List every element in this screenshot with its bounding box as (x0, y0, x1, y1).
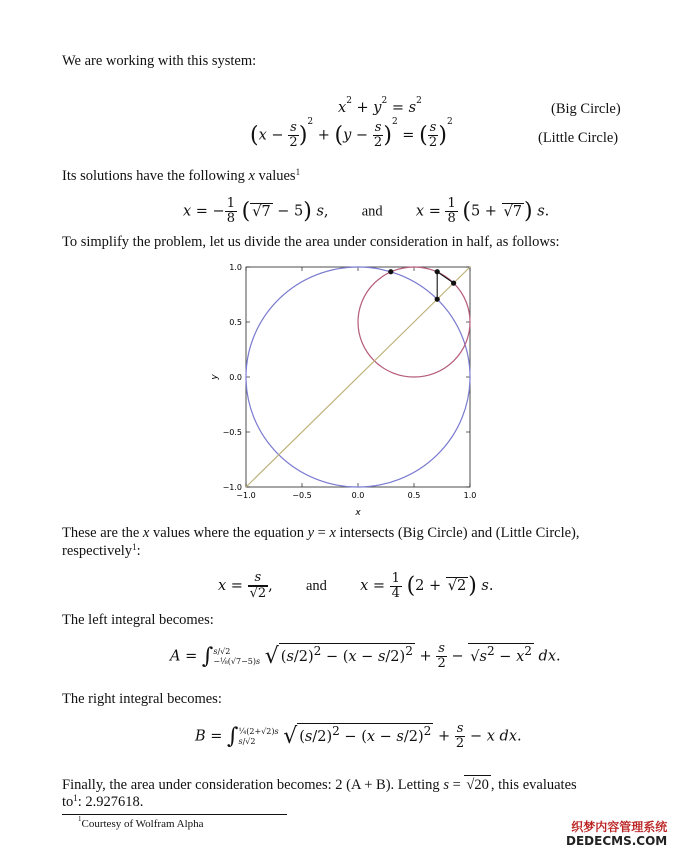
intersection-values: x = $\frac{s}{√2}$ , and x = $\frac{1}{4}$ (2 + √2) s. (218, 570, 494, 601)
final-text-line1: Finally, the area under consideration becomes: 2 (A + B). Letting s = √20 , this evaluates (62, 777, 577, 793)
respectively-text: respectively$^1$: (62, 542, 141, 559)
left-integral-text: The left integral becomes: (62, 612, 214, 628)
equation-big-circle: $x^2 + y^2 = s^2$ (338, 96, 422, 116)
x-tick-label: −1.0 (236, 491, 256, 500)
right-integral-text: The right integral becomes: (62, 691, 222, 707)
solution-values: x = − $\frac{1}{8}$ ( √7 − 5) s, and x = $\frac{1}{8}$ (5 + √7) s. (183, 196, 550, 226)
simplify-text: To simplify the problem, let us divide the area under consideration in half, as follows: (62, 234, 560, 250)
y-axis-label: y (210, 374, 220, 380)
y-tick-label: −0.5 (222, 428, 242, 437)
y-tick-label: 0.5 (229, 318, 242, 327)
x-tick-label: −0.5 (292, 491, 312, 500)
intersect-text: These are the x values where the equation y = x intersects (Big Circle) and (Little Circle), (62, 525, 580, 541)
right-integral-equation: B = ∫¼(2+√2)s s/√2 √ $(s/2)^2 - (x - s/2)^2$ + $\frac{s}{2}$ − x dx. (195, 721, 522, 751)
watermark-logo: 织梦内容管理系统 DEDECMS.COM (566, 820, 668, 848)
intersection-point (435, 297, 440, 302)
intro-text: We are working with this system: (62, 53, 257, 69)
x-tick-label: 0.0 (351, 491, 365, 500)
x-tick-label: 0.5 (407, 491, 421, 500)
label-little-circle: (Little Circle) (538, 130, 619, 146)
y-tick-label: −1.0 (222, 483, 242, 492)
intersection-point (435, 269, 440, 274)
x-tick-label: 1.0 (463, 491, 477, 500)
segment (437, 272, 453, 283)
equation-little-circle: (x − $\frac{s}{2}$ )$^2$ + (y − $\frac{s}{2}$ )$^2$ = ( $\frac{s}{2}$ )$^2$ (250, 117, 453, 150)
x-axis-label: x (355, 508, 361, 518)
label-big-circle: (Big Circle) (551, 101, 621, 117)
final-text-line2: $to^1$: 2.927618. (62, 793, 144, 810)
intersection-point (388, 269, 393, 274)
y-tick-label: 1.0 (229, 263, 242, 272)
solutions-text: Its solutions have the following x values$^1$ (62, 167, 301, 184)
left-integral-equation: A = ∫s/√2 −⅛(√7−5)s √ $(s/2)^2 - (x - s/2)^2$ + $\frac{s}{2}$ − $√s^2 - x^2$ dx. (170, 641, 561, 671)
footnote: $^1$Courtesy of Wolfram Alpha (78, 815, 204, 830)
circle-plot (200, 258, 490, 523)
footnote-rule (62, 814, 287, 815)
intersection-point (451, 281, 456, 286)
y-tick-label: 0.0 (229, 373, 242, 382)
